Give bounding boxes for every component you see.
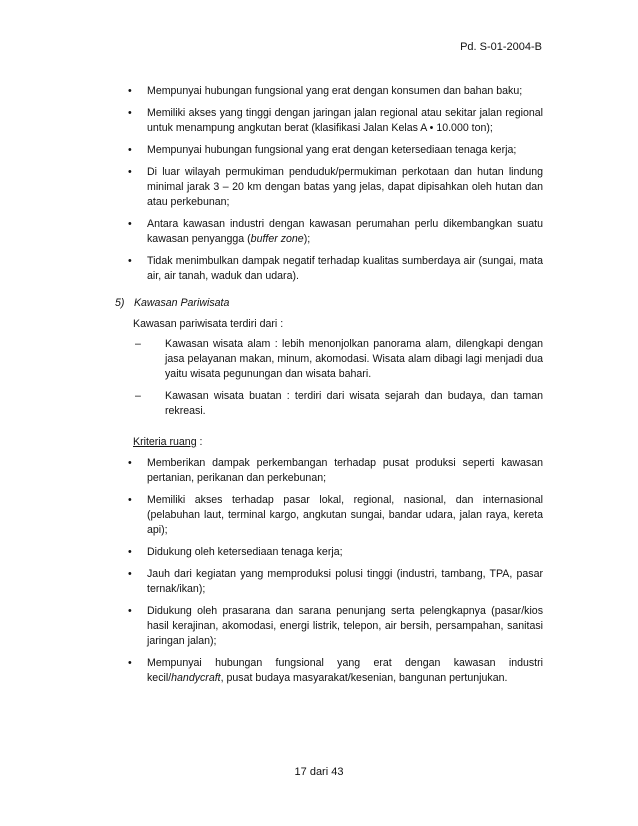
list-item: • Mempunyai hubungan fungsional yang erat dengan kawasan industri kecil/handycraft, pusat budaya masyarakat/kesenian, bangunan pertunjukan. bbox=[128, 657, 543, 684]
document-body bbox=[115, 84, 543, 693]
section-intro: Kawasan pariwisata terdiri dari : bbox=[133, 318, 284, 330]
bullet-icon: • bbox=[128, 107, 132, 119]
list-item: • Antara kawasan industri dengan kawasan perumahan perlu dikembangkan suatu kawasan penyangga (buffer zone); bbox=[128, 218, 543, 245]
list-item: • Mempunyai hubungan fungsional yang erat dengan konsumen dan bahan baku; bbox=[128, 85, 523, 97]
dash-list bbox=[133, 337, 543, 419]
kriteria-label: Kriteria ruang bbox=[133, 436, 197, 448]
section-heading bbox=[115, 296, 543, 311]
section-title: Kawasan Pariwisata bbox=[133, 297, 230, 309]
list-item: • Mempunyai hubungan fungsional yang erat dengan ketersediaan tenaga kerja; bbox=[128, 144, 517, 156]
list-item: • Didukung oleh prasarana dan sarana penunjang serta pelengkapnya (pasar/kios hasil kerajinan, akomodasi, energi listrik, telepon, air bersih, persampahan, sanitasi jaringan jalan); bbox=[128, 605, 543, 647]
bullet-list-pariwisata bbox=[115, 456, 543, 686]
bullet-icon: • bbox=[128, 457, 132, 469]
handycraft-term: handycraft bbox=[171, 672, 221, 684]
dash-icon: – bbox=[135, 390, 141, 402]
dash-icon: – bbox=[135, 338, 141, 350]
bullet-icon: • bbox=[128, 144, 132, 156]
page-number: 17 dari 43 bbox=[294, 766, 344, 778]
list-item: • Jauh dari kegiatan yang memproduksi polusi tinggi (industri, tambang, TPA, pasar ternak/ikan); bbox=[128, 568, 543, 595]
bullet-icon: • bbox=[128, 166, 132, 178]
list-item: • Didukung oleh ketersediaan tenaga kerja; bbox=[128, 546, 343, 558]
section-body bbox=[115, 317, 543, 456]
list-item: • Di luar wilayah permukiman penduduk/permukiman perkotaan dan hutan lindung minimal jarak 3 – 20 km dengan batas yang jelas, dapat dipisahkan oleh hutan dan atau perkebunan; bbox=[128, 166, 543, 208]
bullet-icon: • bbox=[128, 494, 132, 506]
bullet-icon: • bbox=[128, 546, 132, 558]
bullet-icon: • bbox=[128, 657, 132, 669]
buffer-zone-term: buffer zone bbox=[250, 233, 304, 245]
section-number: 5) bbox=[115, 297, 125, 309]
list-item: • Memberikan dampak perkembangan terhadap pusat produksi seperti kawasan pertanian, perikanan dan perkebunan; bbox=[128, 457, 543, 484]
document-code: Pd. S-01-2004-B bbox=[460, 41, 542, 53]
bullet-list-industri bbox=[115, 84, 543, 284]
kriteria-heading: Kriteria ruang : bbox=[133, 436, 203, 448]
list-item: – Kawasan wisata alam : lebih menonjolkan panorama alam, dilengkapi dengan jasa pelayanan makan, minum, akomodasi. Wisata alam dibagi lagi menjadi dua yaitu wisata pegunungan dan wisata bahari. bbox=[135, 338, 543, 380]
bullet-icon: • bbox=[128, 218, 132, 230]
bullet-icon: • bbox=[128, 85, 132, 97]
bullet-icon: • bbox=[128, 255, 132, 267]
list-item: – Kawasan wisata buatan : terdiri dari wisata sejarah dan budaya, dan taman rekreasi. bbox=[135, 390, 543, 417]
list-item: • Memiliki akses terhadap pasar lokal, regional, nasional, dan internasional (pelabuhan laut, terminal kargo, angkutan sungai, bandar udara, jalan raya, kereta api); bbox=[128, 494, 543, 536]
bullet-icon: • bbox=[128, 605, 132, 617]
bullet-icon: • bbox=[128, 568, 132, 580]
list-item: • Tidak menimbulkan dampak negatif terhadap kualitas sumberdaya air (sungai, mata air, air tanah, waduk dan udara). bbox=[128, 255, 543, 282]
list-item: • Memiliki akses yang tinggi dengan jaringan jalan regional atau sekitar jalan regional untuk menampung angkutan berat (klasifikasi Jalan Kelas A • 10.000 ton); bbox=[128, 107, 543, 134]
